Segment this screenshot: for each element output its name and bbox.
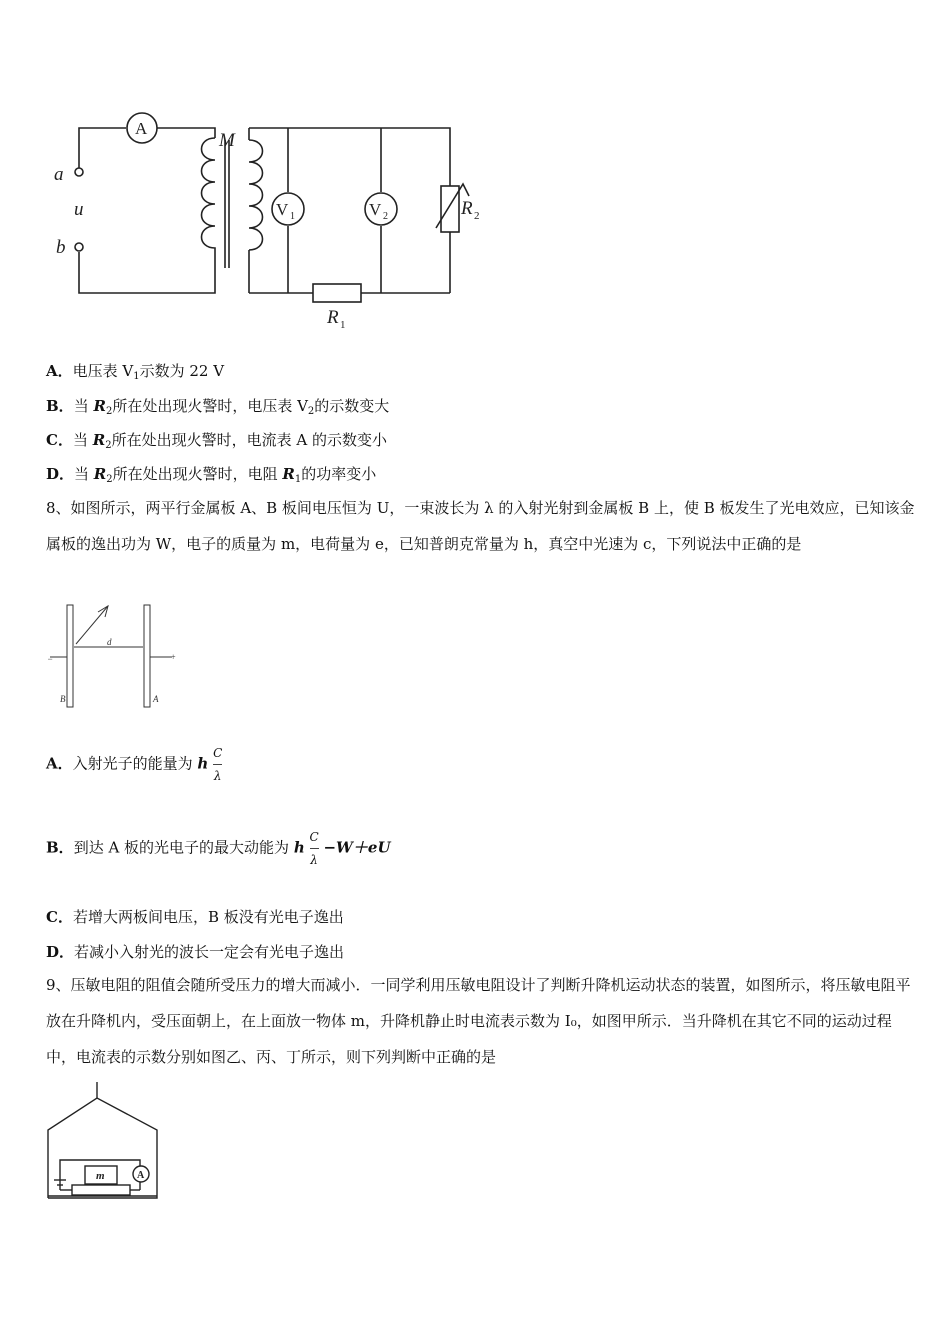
parallel-plates-figure [40,598,190,710]
resistor-r2-symbol [441,186,459,232]
incident-light-ray [76,606,108,644]
pressure-resistor [72,1185,130,1195]
q8-option-a: A．入射光子的能量为 h $\frac{C}{\lambda}$ [46,742,222,787]
minus-sign: − [47,654,54,664]
label-u: u [74,199,84,220]
label-v1-sub: 1 [290,211,295,222]
label-r1-sub: 1 [340,319,346,331]
primary-wire [79,128,126,172]
plate-b [67,605,73,707]
q8-option-b: B．到达 A 板的光电子的最大动能为 h $\frac{C}{\lambda}$ −W＋eU [46,826,391,871]
primary-coil [202,138,216,272]
plus-sign: + [170,652,177,662]
label-v2-sub: 2 [383,211,388,222]
label-ammeter: A [135,119,148,138]
label-r1: R [327,307,339,328]
q7-option-c: C．当 $R_2$所在处出现火警时，电流表 A 的示数变小 [46,431,387,451]
label-m-mass: m [96,1170,105,1182]
label-a: a [54,164,64,185]
label-r2-sub: 2 [474,210,480,222]
label-m: M [219,130,235,151]
label-plate-a: A [153,694,159,704]
q7-option-a: A．电压表 $V_1$示数为 22 V [46,362,225,382]
label-plate-b: B [60,694,66,704]
plate-a [144,605,150,707]
q8-question-text: 8、如图所示，两平行金属板 A、B 板间电压恒为 U，一束波长为 λ 的入射光射到金属板 B 上，使 B 板发生了光电效应，已知该金属板的逸出功为 W，电子的质量为 m，电荷量为 e，已知普朗克常量为 h，真空中光速为 c，下列说法中正确的是 [46,499,915,553]
fraction-c-over-lambda: $\frac{C}{\lambda}$ [310,826,319,871]
q9-question-text: 9、压敏电阻的阻值会随所受压力的增大而减小．一同学利用压敏电阻设计了判断升降机运动状态的装置，如图所示，将压敏电阻平放在升降机内，受压面朝上，在上面放一物体 m，升降机静止时电流表示数为 I₀，如图甲所示．当升降机在其它不同的运动过程中，电流表的示数分别如图乙、丙、丁所示，则下列判断中正确的是 [46,976,911,1066]
secondary-coil [249,140,263,250]
label-v2: V [369,200,382,219]
q7-option-d: D．当 $R_2$所在处出现火警时，电阻 $R_1$的功率变小 [46,465,377,485]
label-b: b [56,237,66,258]
label-v1: V [276,200,289,219]
label-r2: R [461,198,473,219]
terminal-a [75,168,83,176]
q8-option-d: D．若减小入射光的波长一定会有光电子逸出 [46,943,345,961]
label-elevator-ammeter: A [137,1170,145,1181]
resistor-r1-symbol [313,284,361,302]
q7-option-b: B．当 $R_2$所在处出现火警时，电压表 $V_2$的示数变大 [46,397,390,417]
terminal-b [75,243,83,251]
label-d: d [107,637,112,647]
fraction-c-over-lambda: $\frac{C}{\lambda}$ [213,742,222,787]
q8-option-c: C．若增大两板间电压，B 板没有光电子逸出 [46,908,344,926]
transformer-circuit-figure [40,105,510,340]
elevator-figure [40,1078,165,1203]
